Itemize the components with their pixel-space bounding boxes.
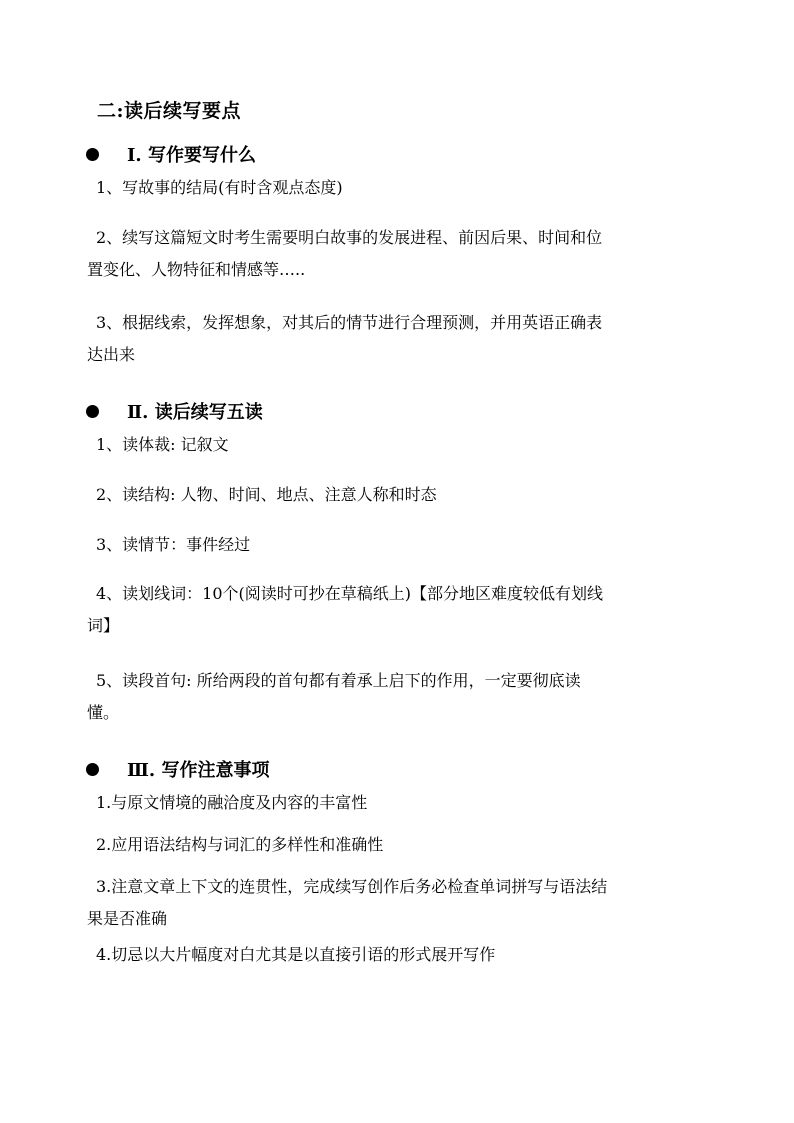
list-item: 5、读段首句: 所给两段的首句都有着承上启下的作用，一定要彻底读 懂。 — [87, 671, 581, 722]
list-item: 3、读情节：事件经过 — [96, 535, 251, 554]
list-item: 2.应用语法结构与词汇的多样性和准确性 — [96, 835, 384, 854]
list-item: 4、读划线词：10个(阅读时可抄在草稿纸上)【部分地区难度较低有划线 词】 — [87, 584, 604, 635]
section-heading-text: Ⅱ. 读后续写五读 — [127, 402, 263, 423]
list-item: 4.切忌以大片幅度对白尤其是以直接引语的形式展开写作 — [96, 945, 496, 964]
bullet-icon — [86, 405, 99, 418]
section-heading-3 — [86, 756, 269, 782]
section-heading-2 — [86, 398, 263, 424]
section-heading-1 — [86, 141, 256, 167]
list-item: 1、写故事的结局(有时含观点态度) — [96, 178, 343, 197]
list-item: 3.注意文章上下文的连贯性，完成续写创作后务必检查单词拼写与语法结 果是否准确 — [87, 877, 608, 928]
bullet-icon — [86, 148, 99, 161]
section-heading-text: Ⅰ. 写作要写什么 — [127, 145, 256, 166]
page-title: 二:读后续写要点 — [97, 100, 242, 122]
list-item: 2、续写这篇短文时考生需要明白故事的发展进程、前因后果、时间和位 置变化、人物特征和情感等….. — [87, 228, 603, 279]
list-item: 2、读结构: 人物、时间、地点、注意人称和时态 — [96, 485, 437, 504]
list-item: 1、读体裁: 记叙文 — [96, 435, 229, 454]
bullet-icon — [86, 763, 99, 776]
list-item: 3、根据线索，发挥想象，对其后的情节进行合理预测，并用英语正确表 达出来 — [87, 313, 603, 364]
list-item: 1.与原文情境的融洽度及内容的丰富性 — [96, 793, 368, 812]
section-heading-text: Ⅲ. 写作注意事项 — [127, 760, 270, 781]
